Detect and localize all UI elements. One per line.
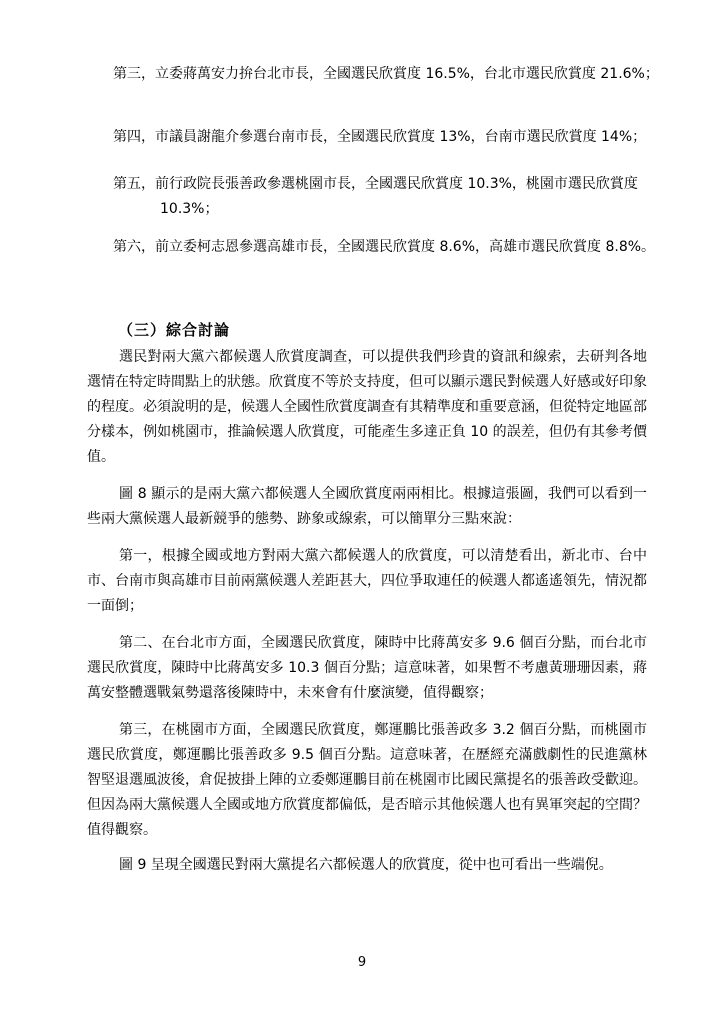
list-item-third: 第三，立委蔣萬安力拚台北市長，全國選民欣賞度 16.5%，台北市選民欣賞度 21.6%； (113, 66, 659, 82)
list-item-sixth: 第六，前立委柯志恩參選高雄市長，全國選民欣賞度 8.6%，高雄市選民欣賞度 8.8%。 (113, 239, 656, 255)
list-item-fourth: 第四，市議員謝龍介參選台南市長，全國選民欣賞度 13%，台南市選民欣賞度 14%； (113, 129, 647, 145)
paragraph-point-three: 第三，在桃園市方面，全國選民欣賞度，鄭運鵬比張善政多 3.2 個百分點，而桃園市選民欣賞度，鄭運鵬比張善政多 9.5 個百分點。這意味著，在歷經充滿戲劇性的民進黨林智堅退選風波後，倉促披掛上陣的立委鄭運鵬目前在桃園市比國民黨提名的張善政受歡迎。但因為兩大黨候選人全國或地方欣賞度都偏低，是否暗示其他候選人也有異軍突起的空間？值得觀察。 (87, 722, 647, 838)
paragraph-point-one: 第一，根據全國或地方對兩大黨六都候選人的欣賞度，可以清楚看出，新北市、台中市、台南市與高雄市目前兩黨候選人差距甚大，四位爭取連任的候選人都遙遙領先，情況都一面倒； (87, 548, 647, 614)
list-item-fifth: 第五，前行政院長張善政參選桃園市長，全國選民欣賞度 10.3%，桃園市選民欣賞度 10.3%； (113, 176, 638, 217)
paragraph-figure8: 圖 8 顯示的是兩大黨六都候選人全國欣賞度兩兩相比。根據這張圖，我們可以看到一些兩大黨候選人最新競爭的態勢、跡象或線索，可以簡單分三點來說： (87, 486, 647, 527)
paragraph-intro: 選民對兩大黨六都候選人欣賞度調查，可以提供我們珍貴的資訊和線索，去研判各地選情在特定時間點上的狀態。欣賞度不等於支持度，但可以顯示選民對候選人好感或好印象的程度。必須說明的是，候選人全國性欣賞度調查有其精準度和重要意涵，但從特定地區部分樣本，例如桃園市，推論候選人欣賞度，可能產生多達正負 10 的誤差，但仍有其參考價值。 (87, 349, 647, 465)
page-number: 9 (357, 955, 367, 970)
paragraph-point-two: 第二、在台北市方面，全國選民欣賞度，陳時中比蔣萬安多 9.6 個百分點，而台北市選民欣賞度，陳時中比蔣萬安多 10.3 個百分點；這意味著，如果暫不考慮黃珊珊因素，蔣萬安整體選戰氣勢還落後陳時中，未來會有什麼演變，值得觀察； (87, 635, 647, 701)
section-heading: （三）綜合討論 (118, 321, 231, 339)
paragraph-figure9: 圖 9 呈現全國選民對兩大黨提名六都候選人的欣賞度，從中也可看出一些端倪。 (119, 857, 613, 873)
